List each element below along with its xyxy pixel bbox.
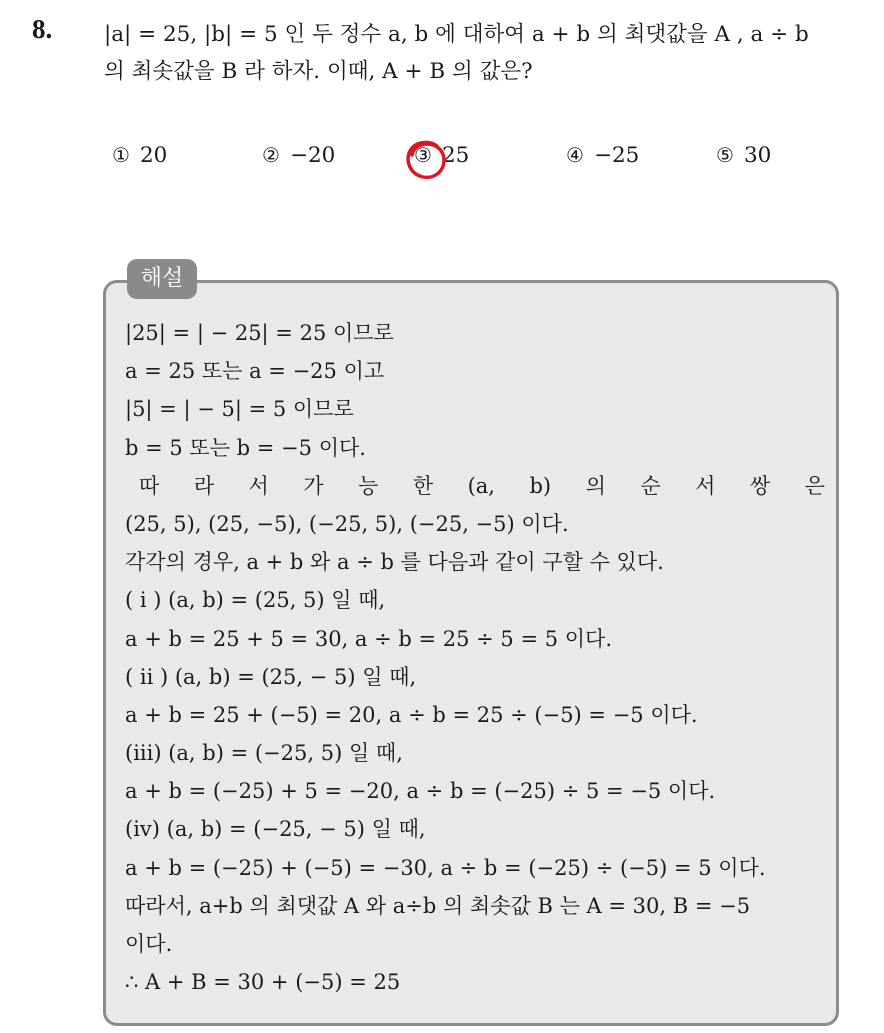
choice-1[interactable] [112,143,167,168]
choice-1-mark: ① [112,143,130,167]
solution-content [125,314,825,1001]
solution-line: a + b = 25 + 5 = 30, a ÷ b = 25 ÷ 5 = 5 이다. [125,626,613,651]
question-text [104,16,874,90]
solution-line: ( ii ) (a, b) = (25, − 5) 일 때, [125,664,417,689]
choice-2-value: −20 [289,143,336,168]
choice-2-mark: ② [262,143,280,167]
solution-line: 각각의 경우, a + b 와 a ÷ b 를 다음과 같이 구할 수 있다. [125,550,664,575]
choice-2[interactable] [262,143,335,168]
solution-line: |25| = | − 25| = 25 이므로 [125,321,394,345]
solution-line: ( i ) (a, b) = (25, 5) 일 때, [125,588,386,613]
choice-3-value: 25 [441,143,470,168]
choice-4-mark: ④ [566,143,584,167]
solution-word: 의 [585,473,606,498]
solution-word: 쌍 [749,473,771,498]
solution-line-ordered-pairs-intro [125,467,825,505]
choice-5-value: 30 [743,143,772,168]
solution-word: 라 [193,473,215,498]
solution-line: 따라서, a+b 의 최댓값 A 와 a÷b 의 최솟값 B 는 A = 30, B = −5 [125,893,751,918]
solution-word: 서 [248,473,269,498]
solution-word: 가 [303,473,324,498]
solution-word: 순 [640,473,661,498]
solution-word: (a, [467,473,495,498]
solution-line: 이다. [125,932,173,956]
solution-line: a + b = 25 + (−5) = 20, a ÷ b = 25 ÷ (−5) = −5 이다. [125,702,698,727]
solution-line: a + b = (−25) + 5 = −20, a ÷ b = (−25) ÷ 5 = −5 이다. [125,779,716,804]
solution-word: 서 [695,473,716,498]
answer-circle-mark [404,137,448,181]
solution-line: (25, 5), (25, −5), (−25, 5), (−25, −5) 이다. [125,511,569,536]
solution-word: 따 [139,473,160,498]
choice-5-mark: ⑤ [716,143,734,167]
question-number: 8. [32,14,53,44]
solution-line: ∴ A + B = 30 + (−5) = 25 [125,970,401,995]
solution-label: 해설 [127,259,197,299]
choice-4[interactable] [566,143,639,168]
solution-line: b = 5 또는 b = −5 이다. [125,435,366,460]
solution-line: a = 25 또는 a = −25 이고 [125,359,385,384]
choice-4-value: −25 [593,143,640,168]
choice-3-mark: ③ [414,143,432,167]
solution-line: (iii) (a, b) = (−25, 5) 일 때, [125,741,403,766]
solution-line: |5| = | − 5| = 5 이므로 [125,397,354,422]
choice-1-value: 20 [139,143,168,168]
solution-word: 한 [412,473,434,498]
choice-5[interactable] [716,143,771,168]
solution-word: b) [529,473,552,498]
solution-line: a + b = (−25) + (−5) = −30, a ÷ b = (−25) ÷ (−5) = 5 이다. [125,855,766,880]
question-line-1: |a| = 25, |b| = 5 인 두 정수 a, b 에 대하여 a + b 의 최댓값을 A , a ÷ b [104,22,809,47]
solution-word: 능 [358,473,379,498]
solution-line: (iv) (a, b) = (−25, − 5) 일 때, [125,817,426,842]
solution-word: 은 [804,473,825,498]
question-line-2: 의 최솟값을 B 라 하자. 이때, A + B 의 값은? [104,59,533,84]
